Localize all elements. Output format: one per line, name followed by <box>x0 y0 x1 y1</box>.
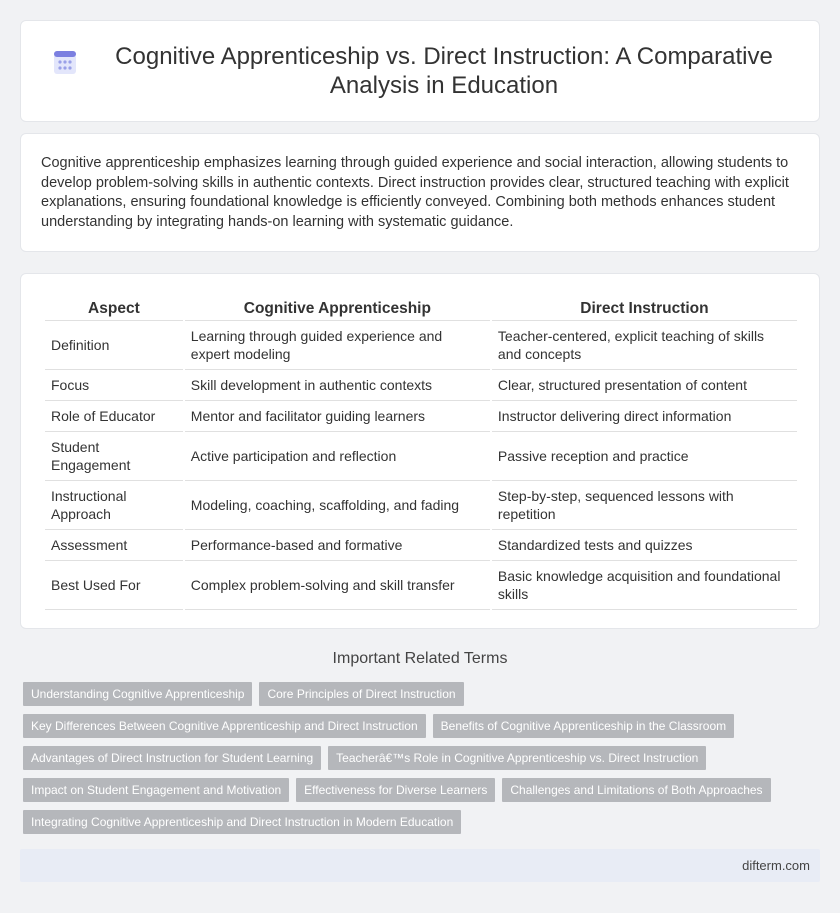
table-cell-aspect: Role of Educator <box>45 401 183 432</box>
table-cell-cognitive: Modeling, coaching, scaffolding, and fading <box>185 481 490 530</box>
related-term-tag[interactable]: Challenges and Limitations of Both Approaches <box>502 778 770 802</box>
table-cell-direct: Clear, structured presentation of content <box>492 370 797 401</box>
table-cell-cognitive: Skill development in authentic contexts <box>185 370 490 401</box>
table-row <box>45 401 797 432</box>
comparison-table-card <box>20 273 820 629</box>
related-terms-heading: Important Related Terms <box>332 650 508 667</box>
footer-site-link[interactable]: difterm.com <box>742 858 810 873</box>
footer <box>20 849 820 882</box>
related-term-tag[interactable]: Integrating Cognitive Apprenticeship and Direct Instruction in Modern Education <box>23 810 461 834</box>
document-icon <box>51 48 79 76</box>
tag-row <box>23 682 823 706</box>
table-row <box>45 481 797 530</box>
table-cell-cognitive: Active participation and reflection <box>185 432 490 481</box>
table-header-row <box>45 294 797 321</box>
table-row <box>45 561 797 610</box>
table-row <box>45 370 797 401</box>
related-terms-list <box>23 682 823 842</box>
table-cell-aspect: Assessment <box>45 530 183 561</box>
table-cell-direct: Basic knowledge acquisition and foundational skills <box>492 561 797 610</box>
related-term-tag[interactable]: Key Differences Between Cognitive Apprenticeship and Direct Instruction <box>23 714 426 738</box>
table-row <box>45 530 797 561</box>
table-row <box>45 432 797 481</box>
related-term-tag[interactable]: Impact on Student Engagement and Motivation <box>23 778 289 802</box>
table-cell-aspect: Focus <box>45 370 183 401</box>
title-wrap <box>50 42 790 100</box>
table-row <box>45 321 797 370</box>
related-term-tag[interactable]: Teacherâ€™s Role in Cognitive Apprenticeship vs. Direct Instruction <box>328 746 706 770</box>
table-cell-direct: Step-by-step, sequenced lessons with repetition <box>492 481 797 530</box>
table-cell-cognitive: Performance-based and formative <box>185 530 490 561</box>
table-cell-aspect: Student Engagement <box>45 432 183 481</box>
related-term-tag[interactable]: Advantages of Direct Instruction for Student Learning <box>23 746 321 770</box>
table-cell-direct: Instructor delivering direct information <box>492 401 797 432</box>
table-cell-aspect: Instructional Approach <box>45 481 183 530</box>
table-header-cognitive: Cognitive Apprenticeship <box>185 294 490 321</box>
related-term-tag[interactable]: Core Principles of Direct Instruction <box>259 682 463 706</box>
tag-row <box>23 714 823 738</box>
related-term-tag[interactable]: Understanding Cognitive Apprenticeship <box>23 682 252 706</box>
related-term-tag[interactable]: Benefits of Cognitive Apprenticeship in the Classroom <box>433 714 735 738</box>
comparison-table <box>43 294 799 610</box>
table-header-aspect: Aspect <box>45 294 183 321</box>
intro-paragraph: Cognitive apprenticeship emphasizes learning through guided experience and social interaction, allowing students to develop problem-solving skills in authentic contexts. Direct instruction provides clear, structured teaching with explicit explanations, ensuring foundational knowledge is efficiently conveyed. Combining both methods enhances student understanding by integrating hands-on learning with systematic guidance. <box>41 155 789 230</box>
intro-card <box>20 133 820 252</box>
table-cell-cognitive: Complex problem-solving and skill transfer <box>185 561 490 610</box>
table-cell-aspect: Definition <box>45 321 183 370</box>
table-cell-direct: Passive reception and practice <box>492 432 797 481</box>
table-cell-cognitive: Mentor and facilitator guiding learners <box>185 401 490 432</box>
tag-row <box>23 810 823 834</box>
title-card <box>20 20 820 122</box>
table-cell-cognitive: Learning through guided experience and expert modeling <box>185 321 490 370</box>
table-header-direct: Direct Instruction <box>492 294 797 321</box>
table-cell-direct: Standardized tests and quizzes <box>492 530 797 561</box>
tag-row <box>23 746 823 770</box>
related-term-tag[interactable]: Effectiveness for Diverse Learners <box>296 778 495 802</box>
tag-row <box>23 778 823 802</box>
table-cell-aspect: Best Used For <box>45 561 183 610</box>
page-title: Cognitive Apprenticeship vs. Direct Instruction: A Comparative Analysis in Education <box>115 43 773 99</box>
table-cell-direct: Teacher-centered, explicit teaching of skills and concepts <box>492 321 797 370</box>
